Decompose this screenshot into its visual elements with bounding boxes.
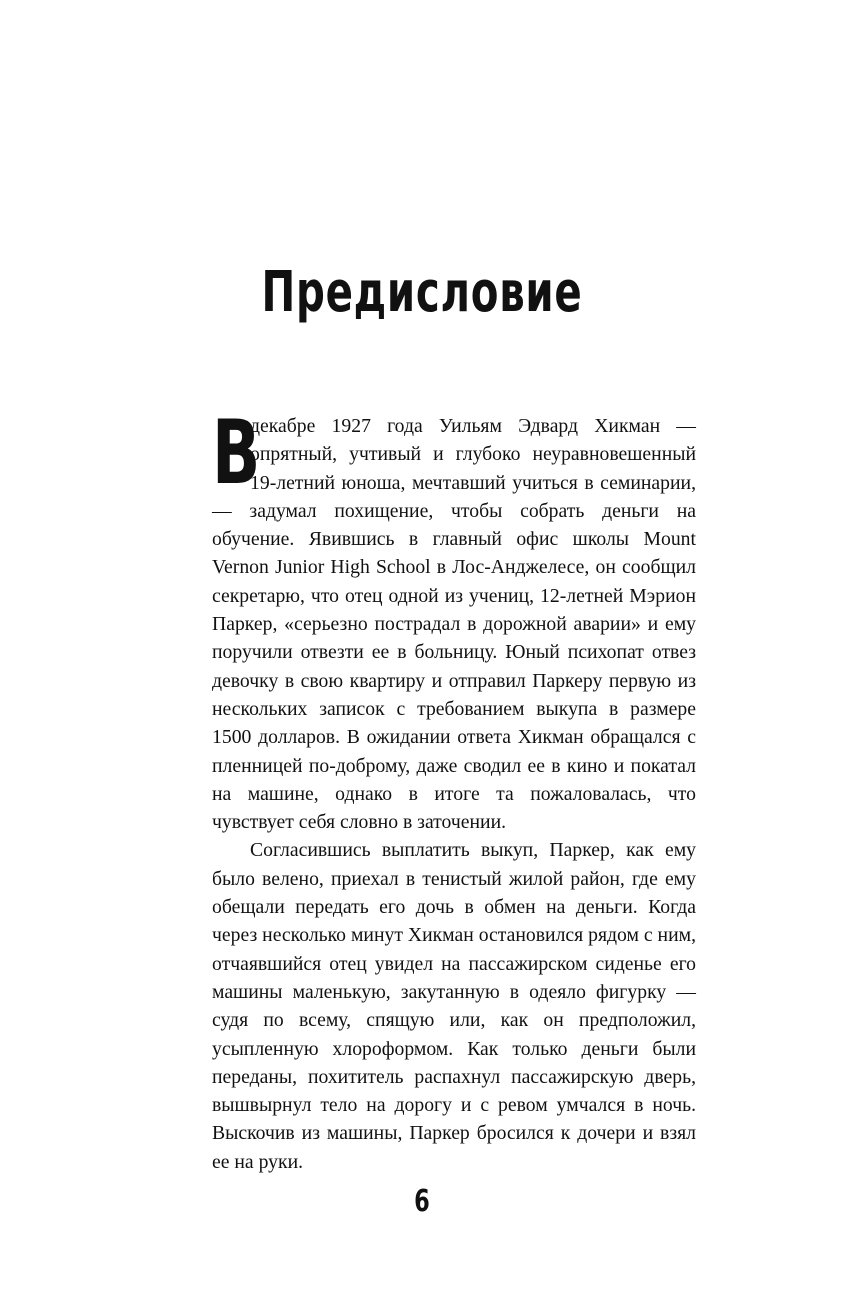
chapter-title: Предисловие [261,260,583,325]
drop-cap: В [212,401,261,504]
paragraph-1-text: декабре 1927 года Уильям Эдвард Хикман — опрятный, учтивый и глубоко неуравновешенный 19-летний юноша, мечтавший учиться в семинарии, — задумал похищение, чтобы собрать деньги на обучение. Явившись в главный офис школы Mount Vernon Junior High School в Лос-Анджелесе, он сообщил секретарю, что отец одной из учениц, 12-летней Мэрион Паркер, «серьезно пострадал в дорожной аварии» и ему поручили отвезти ее в больницу. Юный психопат отвез девочку в свою квартиру и отправил Паркеру первую из нескольких записок с требованием выкупа в размере 1500 долларов. В ожидании ответа Хикман обращался с пленницей по-доброму, даже сводил ее в кино и покатал на машине, однако в итоге та пожаловалась, что чувствует себя словно в заточении. [212,415,696,834]
paragraph-2: Согласившись выплатить выкуп, Паркер, как ему было велено, приехал в тенистый жилой район, где ему обещали передать его дочь в обмен на деньги. Когда через несколько минут Хикман остановился рядом с ним, отчаявшийся отец увидел на пассажирском сиденье его машины маленькую, закутанную в одеяло фигурку — судя по всему, спящую или, как он предположил, усыпленную хлороформом. Как только деньги были переданы, похититель распахнул пассажирскую дверь, вышвырнул тело на дорогу и с ревом умчался в ночь. Выскочив из машины, Паркер бросился к дочери и взял ее на руки. [212,839,696,1173]
paragraph-1 [212,401,696,836]
page-number: 6 [414,1184,430,1219]
body-text [212,401,696,1176]
